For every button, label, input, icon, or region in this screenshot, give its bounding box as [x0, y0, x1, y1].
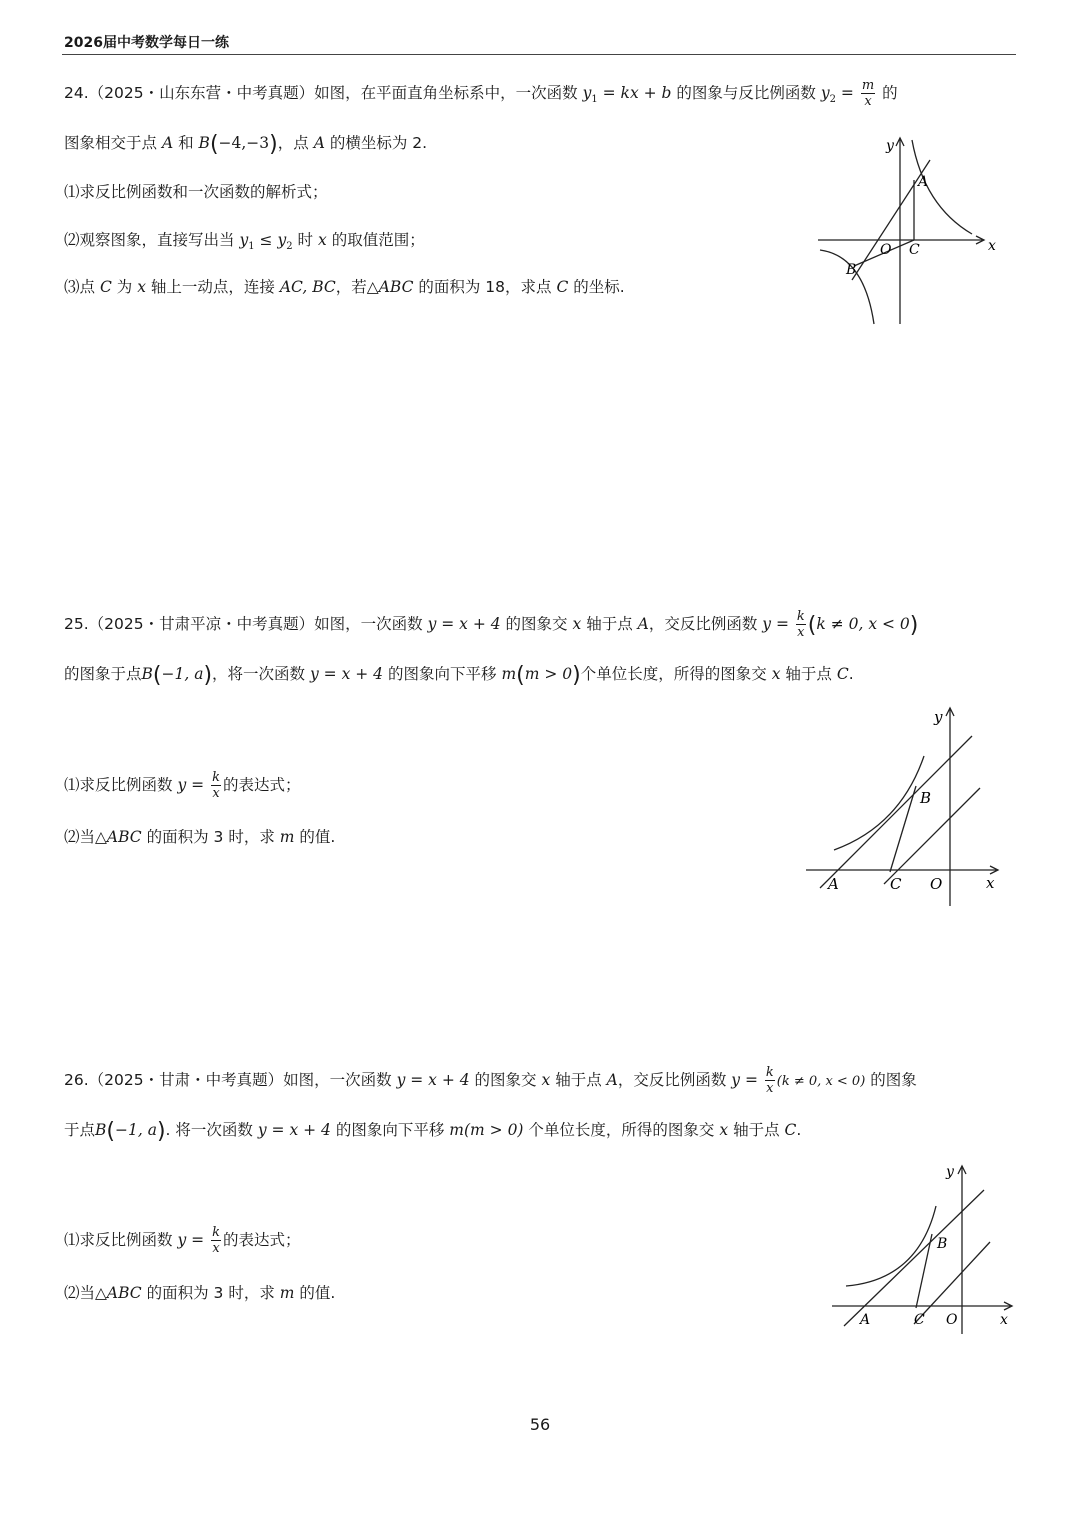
q26-label-B: B	[937, 1236, 948, 1252]
q26-label-O: O	[946, 1312, 958, 1328]
q25-line-2: 的图象于点B(−1, a)，将一次函数 y = x + 4 的图象向下平移 m(m > 0)个单位长度，所得的图象交 x 轴于点 C.	[64, 663, 854, 688]
q24-line-1: 24.（2025・山东东营・中考真题）如图，在平面直角坐标系中，一次函数 $y_1$ = kx + b 的图象与反比例函数 $y_2$ = $\frac{m}{x}$ 的	[64, 78, 898, 109]
q26-label-A: A	[860, 1312, 871, 1328]
q25-label-x: x	[986, 874, 995, 892]
q24-line-2: 图象相交于点 A 和 B(−4,−3)，点 A 的横坐标为 2.	[64, 132, 428, 157]
q26-source: （2025・甘肃・中考真题）	[88, 1071, 284, 1089]
q25-part-1: ⑴求反比例函数 y = $\frac{k}{x}$ 的表达式；	[64, 770, 301, 801]
q25-label-O: O	[930, 875, 943, 893]
q26-part-1: ⑴求反比例函数 y = $\frac{k}{x}$ 的表达式；	[64, 1225, 301, 1256]
q25-fraction: $\frac{k}{x}$	[796, 609, 805, 640]
q24-part-1: ⑴求反比例函数和一次函数的解析式；	[64, 183, 328, 201]
q26-segment-BC	[916, 1234, 932, 1308]
q25-line-original	[820, 736, 972, 888]
q24-label-A: A	[918, 174, 929, 190]
q25-figure	[800, 700, 1010, 910]
q26-label-x: x	[1000, 1312, 1008, 1328]
q24-part-3: ⑶点 C 为 x 轴上一动点，连接 AC, BC，若△ABC 的面积为 18，求点 C 的坐标.	[64, 278, 625, 296]
q24-label-x: x	[988, 238, 996, 254]
q26-line-2: 于点B(−1, a). 将一次函数 y = x + 4 的图象向下平移 m(m > 0) 个单位长度，所得的图象交 x 轴于点 C.	[64, 1119, 802, 1144]
q25-label-A: A	[828, 875, 839, 893]
q24-fraction: $\frac{m}{x}$	[861, 78, 875, 109]
q24-label-B: B	[846, 262, 857, 278]
q24-label-y: y	[886, 138, 894, 154]
q24-label-C: C	[909, 242, 920, 258]
q26-label-y: y	[946, 1164, 954, 1180]
q24-source: （2025・山东东营・中考真题）	[88, 84, 315, 102]
q25-label-B: B	[920, 789, 932, 807]
q24-figure	[812, 128, 1012, 328]
q24-number: 24.	[64, 84, 89, 102]
q26-line-1: 26.（2025・甘肃・中考真题）如图，一次函数 y = x + 4 的图象交 x 轴于点 A，交反比例函数 y = $\frac{k}{x}$ (k ≠ 0, x < 0) 的图象	[64, 1065, 917, 1096]
q26-number: 26.	[64, 1071, 89, 1089]
q25-label-y: y	[934, 708, 943, 726]
page-number: 56	[529, 1415, 551, 1434]
q26-figure	[826, 1158, 1020, 1338]
q26-hyperbola	[846, 1206, 936, 1286]
q26-fraction: $\frac{k}{x}$	[765, 1065, 774, 1096]
q26-label-C: C	[914, 1312, 925, 1328]
q25-part-2: ⑵当△ABC 的面积为 3 时，求 m 的值.	[64, 828, 336, 846]
q26-part-2: ⑵当△ABC 的面积为 3 时，求 m 的值.	[64, 1284, 336, 1302]
q25-line-1: 25.（2025・甘肃平凉・中考真题）如图，一次函数 y = x + 4 的图象交 x 轴于点 A，交反比例函数 y = $\frac{k}{x}$ (k ≠ 0, x < 0)	[64, 609, 919, 640]
q24-label-O: O	[880, 242, 892, 258]
q24-y1-eq: $y_1$ = kx + b	[582, 84, 672, 105]
q25-source: （2025・甘肃平凉・中考真题）	[88, 615, 315, 633]
q25-label-C: C	[890, 875, 902, 893]
header-divider	[62, 54, 1016, 55]
q25-number: 25.	[64, 615, 89, 633]
document-header: 2026届中考数学每日一练	[64, 35, 229, 51]
q24-part-2: ⑵观察图象，直接写出当 $y_1 \le y_2$ 时 x 的取值范围；	[64, 231, 425, 252]
